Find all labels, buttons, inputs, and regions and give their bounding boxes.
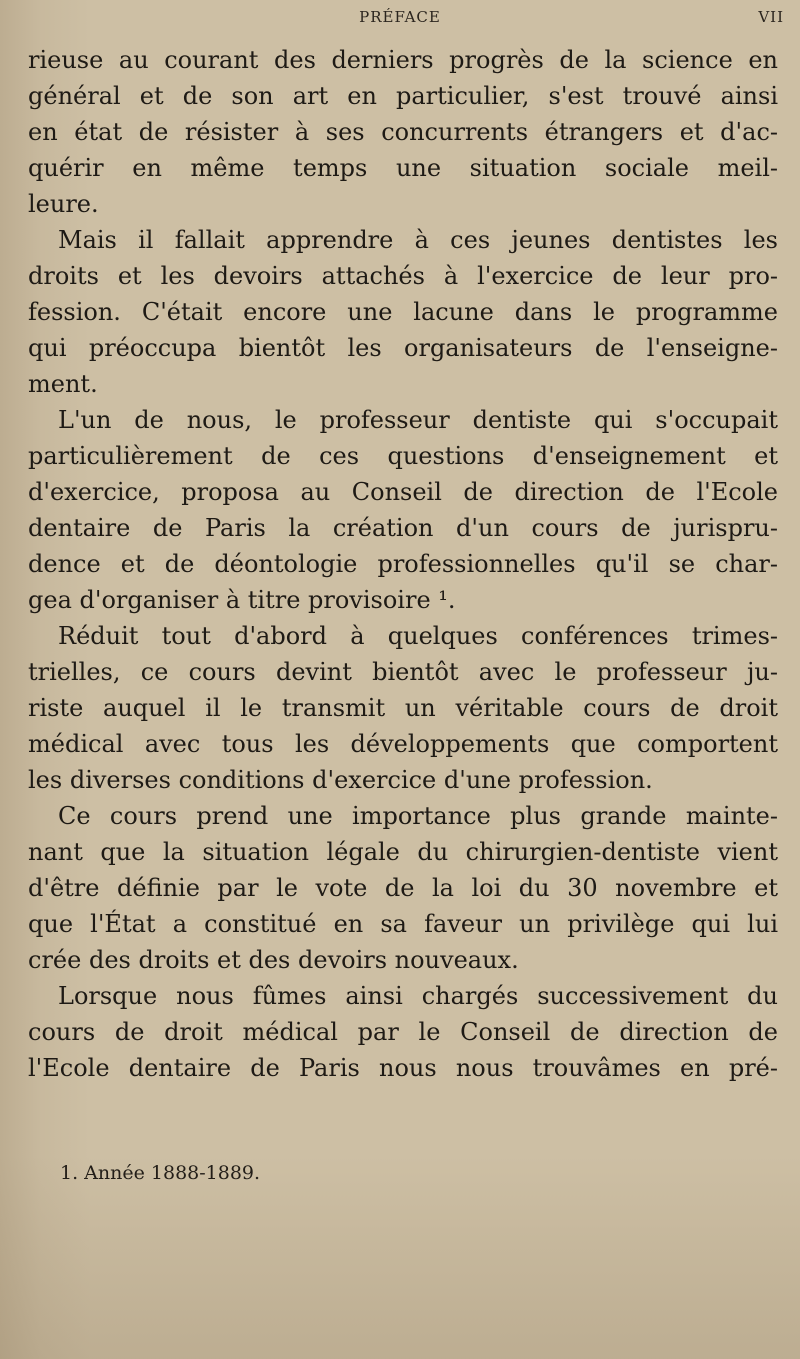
text-line: qui préoccupa bientôt les organisateurs de l'enseigne- xyxy=(28,334,778,362)
text-line: gea d'organiser à titre provisoire ¹. xyxy=(28,586,456,614)
text-line: d'exercice, proposa au Conseil de direction de l'Ecole xyxy=(28,478,778,506)
text-line: fession. C'était encore une lacune dans le programme xyxy=(28,298,778,326)
text-line: quérir en même temps une situation sociale meil- xyxy=(28,154,778,182)
text-line: rieuse au courant des derniers progrès de la science en xyxy=(28,46,778,74)
text-line: l'Ecole dentaire de Paris nous nous trouvâmes en pré- xyxy=(28,1054,778,1082)
text-line: Mais il fallait apprendre à ces jeunes dentistes les xyxy=(58,226,778,254)
footnote-text: 1. Année 1888-1889. xyxy=(60,1162,261,1184)
text-line: dentaire de Paris la création d'un cours de jurispru- xyxy=(28,514,778,542)
text-line: dence et de déontologie professionnelles qu'il se char- xyxy=(28,550,778,578)
text-line: trielles, ce cours devint bientôt avec le professeur ju- xyxy=(28,658,778,686)
text-line: Lorsque nous fûmes ainsi chargés successivement du xyxy=(58,982,778,1010)
page-number: VII xyxy=(758,8,784,26)
text-line: d'être définie par le vote de la loi du 30 novembre et xyxy=(28,874,778,902)
text-line: Ce cours prend une importance plus grande mainte- xyxy=(58,802,778,830)
footnote xyxy=(60,1160,760,1186)
text-line: que l'État a constitué en sa faveur un privilège qui lui xyxy=(28,910,778,938)
text-line: ment. xyxy=(28,370,98,398)
text-line: leure. xyxy=(28,190,99,218)
text-line: en état de résister à ses concurrents étrangers et d'ac- xyxy=(28,118,778,146)
text-line: Réduit tout d'abord à quelques conférences trimes- xyxy=(58,622,778,650)
text-line: droits et les devoirs attachés à l'exercice de leur pro- xyxy=(28,262,778,290)
text-line: les diverses conditions d'exercice d'une profession. xyxy=(28,766,653,794)
text-line: crée des droits et des devoirs nouveaux. xyxy=(28,946,519,974)
text-line: médical avec tous les développements que comportent xyxy=(28,730,778,758)
text-line: général et de son art en particulier, s'est trouvé ainsi xyxy=(28,82,778,110)
running-title: PRÉFACE xyxy=(359,8,441,26)
text-line: nant que la situation légale du chirurgien-dentiste vient xyxy=(28,838,778,866)
text-line: L'un de nous, le professeur dentiste qui s'occupait xyxy=(58,406,778,434)
text-line: cours de droit médical par le Conseil de direction de xyxy=(28,1018,778,1046)
text-line: riste auquel il le transmit un véritable cours de droit xyxy=(28,694,778,722)
body-text xyxy=(28,42,778,1086)
text-line: particulièrement de ces questions d'enseignement et xyxy=(28,442,778,470)
running-head xyxy=(0,8,800,38)
